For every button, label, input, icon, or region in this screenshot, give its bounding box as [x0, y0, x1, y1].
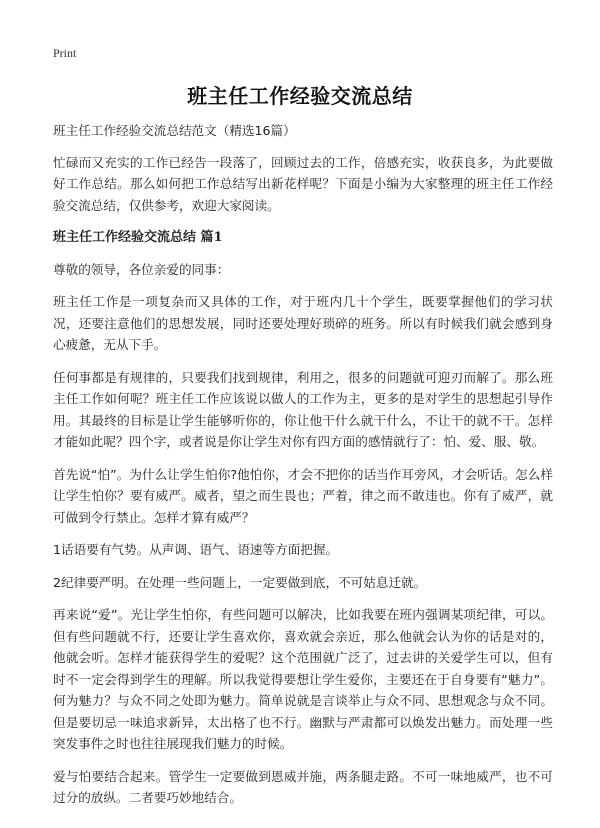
paragraph-7: 爱与怕要结合起来。管学生一定要做到恩威并施，两条腿走路。不可一味地威严，也不可过分的放纵。二者要巧妙地结合。	[53, 768, 553, 805]
paragraph-6: 再来说“爱”。光让学生怕你，有些问题可以解决，比如我要在班内强调某项纪律，可以。但有些问题就不行，还要让学生喜欢你，喜欢就会亲近，那么他就会认为你的话是对的，他就会听。怎样才能获得学生的爱呢？这个范围就广泛了，过去讲的关爱学生可以，但有时不一定会得到学生的理解。所以我觉得要想让学生爱你，主要还在于自身要有“魅力”。何为魅力？与众不同之处即为魅力。简单说就是言谈举止与众不同、思想观念与众不同。但是要切忌一味追求新异，太出格了也不行。幽默与严肃都可以焕发出魅力。而处理一些突发事件之时也往往展现我们魅力的时候。	[53, 607, 553, 751]
paragraph-5: 2纪律要严明。在处理一些问题上，一定要做到底，不可姑息迁就。	[53, 574, 427, 590]
page-title: 班主任工作经验交流总结	[187, 84, 413, 108]
article-subtitle: 班主任工作经验交流总结范文（精选16篇）	[53, 123, 296, 138]
paragraph-2: 任何事都是有规律的，只要我们找到规律，利用之，很多的问题就可迎刃而解了。那么班主任工作如何呢？班主任工作应该说以做人的工作为主，更多的是对学生的思想起引导作用。其最终的目标是让学生能够听你的，你让他干什么就干什么，不让干的就不干。怎样才能如此呢？四个字，或者说是你让学生对你有四方面的感情就行了：怕、爱、服、敬。	[53, 369, 553, 449]
paragraph-3: 首先说“怕”。为什么让学生怕你?他怕你，才会不把你的话当作耳旁风，才会听话。怎么样让学生怕你？要有威严。威者，望之而生畏也；严着，律之而不敢违也。你有了威严，就可做到令行禁止。怎样才算有威严？	[53, 466, 553, 525]
article-body	[53, 120, 553, 820]
paragraph-greeting: 尊敬的领导，各位亲爱的同事：	[53, 261, 230, 277]
print-label: Print	[53, 46, 77, 60]
paragraph-1: 班主任工作是一项复杂而又具体的工作，对于班内几十个学生，既要掌握他们的学习状况，还要注意他们的思想发展，同时还要处理好琐碎的班务。所以有时候我们就会感到身心疲惫，无从下手。	[53, 294, 553, 352]
section-heading: 班主任工作经验交流总结 篇1	[53, 230, 223, 245]
intro-paragraph: 忙碌而又充实的工作已经告一段落了，回顾过去的工作，倍感充实，收获良多，为此要做好工作总结。那么如何把工作总结写出新花样呢？下面是小编为大家整理的班主任工作经验交流总结，仅供参考，欢迎大家阅读。	[53, 154, 553, 213]
paragraph-4: 1话语要有气势。从声调、语气、语速等方面把握。	[53, 542, 339, 557]
